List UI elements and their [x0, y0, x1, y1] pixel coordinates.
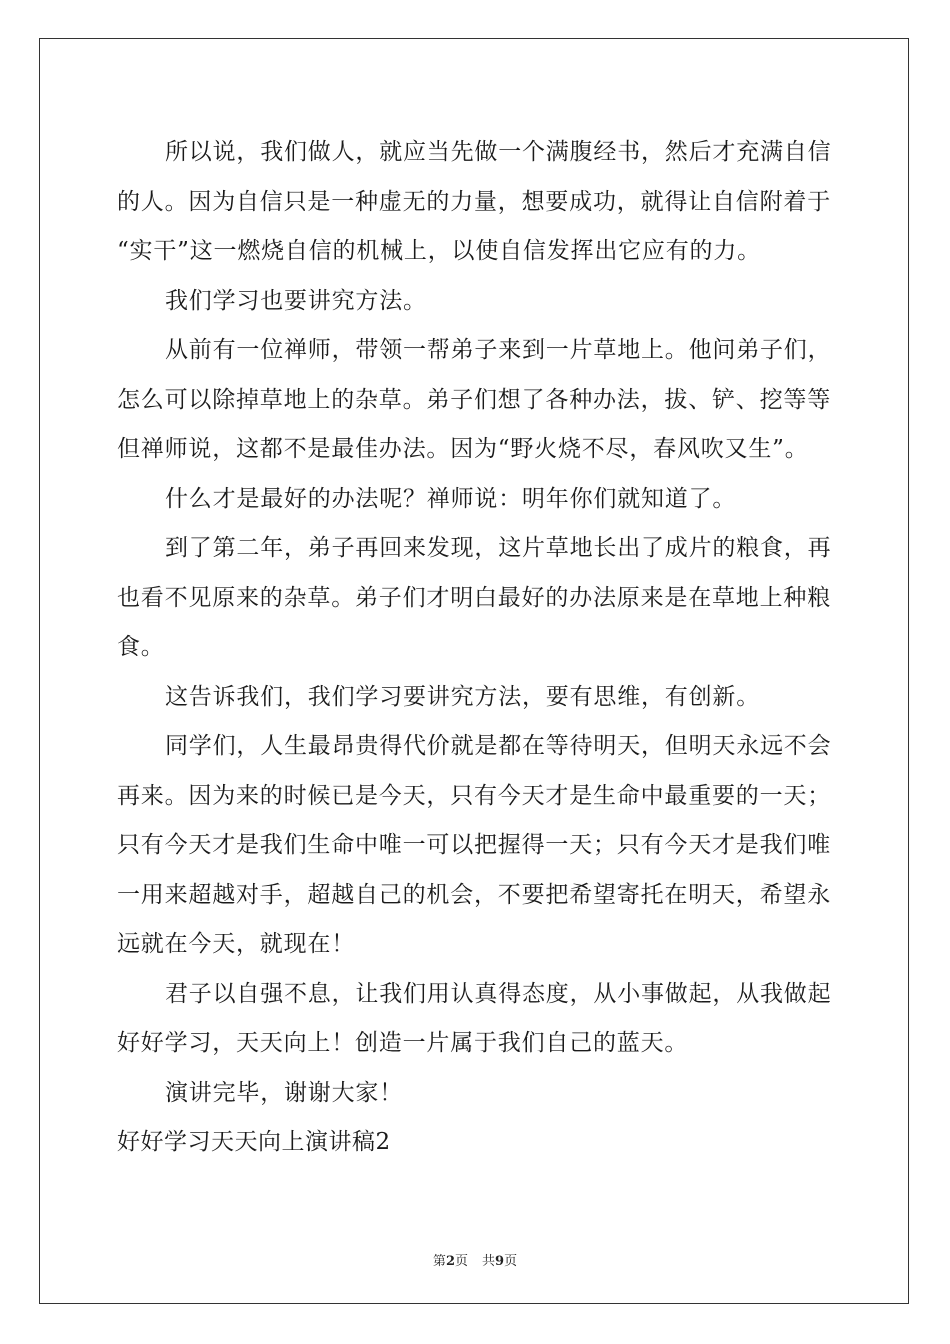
text-line: 怎么可以除掉草地上的杂草。弟子们想了各种办法，拔、铲、挖等等 [117, 386, 831, 413]
text-line: 好好学习，天天向上！创造一片属于我们自己的蓝天。 [117, 1030, 689, 1056]
page-footer [0, 1250, 950, 1269]
text-line: 从前有一位禅师，带领一帮弟子来到一片草地上。他问弟子们， [165, 337, 832, 363]
text-line: 再来。因为来的时候已是今天，只有今天才是生命中最重要的一天； [117, 782, 831, 809]
total-prefix: 共 [482, 1254, 496, 1269]
text-line: 君子以自强不息，让我们用认真得态度，从小事做起，从我做起 [165, 980, 832, 1007]
total-suffix: 页 [504, 1254, 518, 1269]
text-line: 同学们，人生最昂贵得代价就是都在等待明天，但明天永远不会 [165, 733, 832, 759]
section-heading: 好好学习天天向上演讲稿2 [117, 1129, 391, 1155]
page-prefix: 第 [432, 1254, 446, 1269]
text-line: 所以说，我们做人，就应当先做一个满腹经书，然后才充满自信 [165, 139, 832, 165]
text-line: “实干”这一燃烧自信的机械上，以使自信发挥出它应有的力。 [117, 238, 761, 264]
page-current: 2 [445, 1254, 455, 1269]
page-total: 9 [495, 1254, 505, 1269]
text-line: 什么才是最好的办法呢？禅师说：明年你们就知道了。 [165, 485, 737, 512]
text-line: 只有今天才是我们生命中唯一可以把握得一天；只有今天才是我们唯 [117, 832, 831, 858]
page-suffix: 页 [454, 1254, 468, 1269]
text-line: 远就在今天，就现在！ [117, 931, 355, 957]
text-line: 这告诉我们，我们学习要讲究方法，要有思维，有创新。 [165, 683, 760, 710]
text-line: 我们学习也要讲究方法。 [165, 287, 427, 314]
document-body [117, 128, 833, 1168]
text-line: 到了第二年，弟子再回来发现，这片草地长出了成片的粮食，再 [165, 535, 832, 561]
text-line: 一用来超越对手，超越自己的机会，不要把希望寄托在明天，希望永 [117, 881, 831, 908]
text-line: 演讲完毕，谢谢大家！ [165, 1079, 403, 1106]
text-line: 但禅师说，这都不是最佳办法。因为“野火烧不尽，春风吹又生”。 [117, 436, 809, 462]
text-line: 也看不见原来的杂草。弟子们才明白最好的办法原来是在草地上种粮 [117, 584, 831, 611]
text-line: 食。 [117, 634, 165, 660]
text-line: 的人。因为自信只是一种虚无的力量，想要成功，就得让自信附着于 [117, 188, 831, 215]
